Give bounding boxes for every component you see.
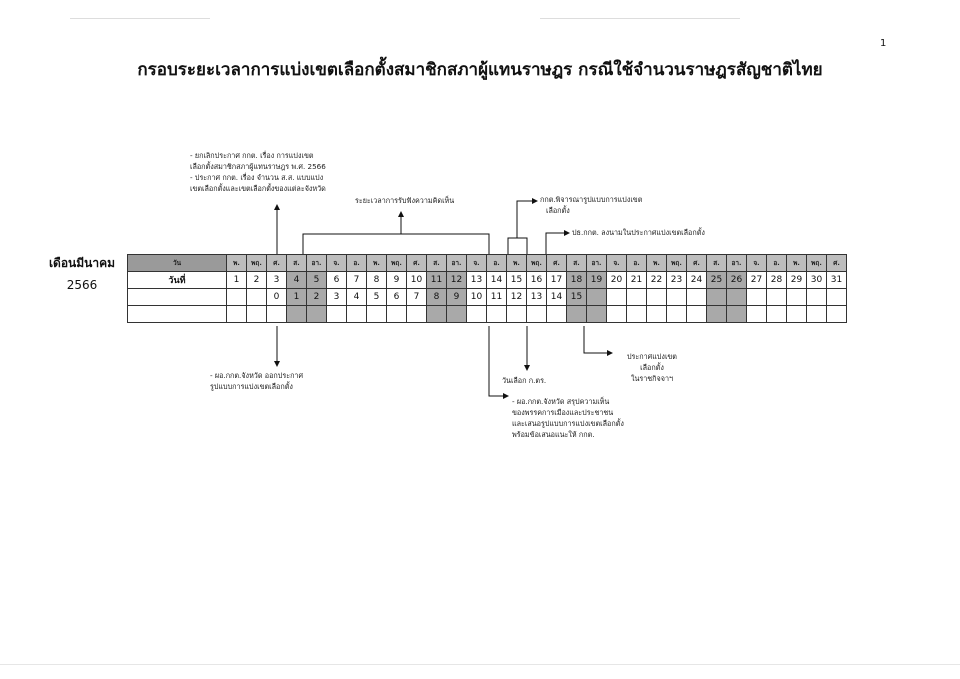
date-cell: 17 xyxy=(547,272,567,289)
count-cell: 10 xyxy=(467,289,487,306)
date-cell: 25 xyxy=(707,272,727,289)
date-cell: 13 xyxy=(467,272,487,289)
date-cell: 19 xyxy=(587,272,607,289)
count-cell: 4 xyxy=(347,289,367,306)
count-cell: 13 xyxy=(527,289,547,306)
note-line: และเสนอรูปแบบการแบ่งเขตเลือกตั้ง xyxy=(512,419,624,428)
date-cell: 22 xyxy=(647,272,667,289)
count-cell: 15 xyxy=(567,289,587,306)
weekday-cell: พฤ. xyxy=(807,255,827,272)
date-cell: 31 xyxy=(827,272,847,289)
date-cell: 26 xyxy=(727,272,747,289)
weekday-cell: อา. xyxy=(587,255,607,272)
connector-listening-bracket xyxy=(303,234,489,254)
note-line: - ประกาศ กกต. เรื่อง จำนวน ส.ส. แบบแบ่ง xyxy=(190,173,324,182)
note-line: เขตเลือกตั้งและเขตเลือกตั้งของแต่ละจังหวัด xyxy=(190,184,326,193)
connector-gazette xyxy=(584,326,612,353)
weekday-cell: ส. xyxy=(707,255,727,272)
weekday-cell: จ. xyxy=(607,255,627,272)
page-number: 1 xyxy=(880,38,887,49)
connector-consider-bracket xyxy=(508,238,527,254)
weekday-row-label: วัน xyxy=(128,255,227,272)
date-cell: 1 xyxy=(227,272,247,289)
note-line: - ผอ.กกต.จังหวัด ออกประกาศ xyxy=(210,371,304,380)
date-cell: 11 xyxy=(427,272,447,289)
note-listening-period: ระยะเวลาการรับฟังความคิดเห็น xyxy=(355,196,455,205)
note-line: ในราชกิจจาฯ xyxy=(630,374,674,383)
date-cell: 9 xyxy=(387,272,407,289)
date-cell: 18 xyxy=(567,272,587,289)
count-cell: 0 xyxy=(267,289,287,306)
note-line: เลือกตั้ง xyxy=(640,363,664,372)
weekday-cell: อา. xyxy=(447,255,467,272)
weekday-cell: พฤ. xyxy=(667,255,687,272)
date-cell: 14 xyxy=(487,272,507,289)
count-cell: 2 xyxy=(307,289,327,306)
weekday-cell: พ. xyxy=(507,255,527,272)
date-row-label: วันที่ xyxy=(128,272,227,289)
month-name: เดือนมีนาคม xyxy=(48,256,116,270)
weekday-cell: ศ. xyxy=(407,255,427,272)
note-line: กกต.พิจารณารูปแบบการแบ่งเขต xyxy=(540,195,643,204)
count-cell: 5 xyxy=(367,289,387,306)
note-line: ของพรรคการเมืองและประชาชน xyxy=(512,408,614,417)
weekday-cell: จ. xyxy=(327,255,347,272)
weekday-cell: ส. xyxy=(287,255,307,272)
count-cell: 7 xyxy=(407,289,427,306)
weekday-cell: อ. xyxy=(767,255,787,272)
count-cell: 3 xyxy=(327,289,347,306)
date-cell: 6 xyxy=(327,272,347,289)
count-cell: 1 xyxy=(287,289,307,306)
weekday-cell: พ. xyxy=(647,255,667,272)
count-cell: 8 xyxy=(427,289,447,306)
date-cell: 23 xyxy=(667,272,687,289)
weekday-cell: พฤ. xyxy=(527,255,547,272)
weekday-cell: พ. xyxy=(367,255,387,272)
date-cell: 20 xyxy=(607,272,627,289)
count-cell: 12 xyxy=(507,289,527,306)
date-cell: 2 xyxy=(247,272,267,289)
note-line: - ยกเลิกประกาศ กกต. เรื่อง การแบ่งเขต xyxy=(190,151,314,160)
weekday-cell: ศ. xyxy=(267,255,287,272)
weekday-cell: พฤ. xyxy=(247,255,267,272)
date-cell: 10 xyxy=(407,272,427,289)
date-cell: 12 xyxy=(447,272,467,289)
weekday-cell: ศ. xyxy=(687,255,707,272)
date-cell: 30 xyxy=(807,272,827,289)
note-police-election-day: วันเลือก ก.ตร. xyxy=(502,376,547,385)
date-cell: 27 xyxy=(747,272,767,289)
date-cell: 8 xyxy=(367,272,387,289)
date-cell: 7 xyxy=(347,272,367,289)
count-cell: 11 xyxy=(487,289,507,306)
count-cell: 14 xyxy=(547,289,567,306)
note-line: รูปแบบการแบ่งเขตเลือกตั้ง xyxy=(210,382,293,391)
weekday-cell: จ. xyxy=(747,255,767,272)
weekday-cell: อ. xyxy=(627,255,647,272)
weekday-cell: อา. xyxy=(307,255,327,272)
date-cell: 24 xyxy=(687,272,707,289)
count-cell: 6 xyxy=(387,289,407,306)
weekday-cell: พ. xyxy=(227,255,247,272)
date-cell: 4 xyxy=(287,272,307,289)
note-line: - ผอ.กกต.จังหวัด สรุปความเห็น xyxy=(512,397,610,406)
note-chairman-sign: ปธ.กกต. ลงนามในประกาศแบ่งเขตเลือกตั้ง xyxy=(572,228,705,237)
document-title: กรอบระยะเวลาการแบ่งเขตเลือกตั้งสมาชิกสภาผู้แทนราษฎร กรณีใช้จำนวนราษฎรสัญชาติไทย xyxy=(137,60,823,80)
date-cell: 29 xyxy=(787,272,807,289)
note-line: ประกาศแบ่งเขต xyxy=(627,352,677,361)
date-cell: 5 xyxy=(307,272,327,289)
connector-consider-arrow xyxy=(517,201,537,238)
date-cell: 28 xyxy=(767,272,787,289)
weekday-cell: ส. xyxy=(427,255,447,272)
weekday-cell: อ. xyxy=(347,255,367,272)
note-line: เลือกตั้ง xyxy=(546,206,570,215)
weekday-cell: จ. xyxy=(467,255,487,272)
weekday-cell: ศ. xyxy=(827,255,847,272)
weekday-cell: พฤ. xyxy=(387,255,407,272)
note-line: พร้อมข้อเสนอแนะให้ กกต. xyxy=(512,430,595,439)
note-line: เลือกตั้งสมาชิกสภาผู้แทนราษฎร พ.ศ. 2566 xyxy=(190,162,326,171)
connector-summary xyxy=(489,326,508,396)
weekday-cell: ส. xyxy=(567,255,587,272)
date-cell: 16 xyxy=(527,272,547,289)
weekday-cell: ศ. xyxy=(547,255,567,272)
date-cell: 21 xyxy=(627,272,647,289)
month-year: 2566 xyxy=(66,278,98,292)
weekday-cell: อ. xyxy=(487,255,507,272)
connector-sign-arrow xyxy=(546,233,569,254)
date-cell: 3 xyxy=(267,272,287,289)
weekday-cell: พ. xyxy=(787,255,807,272)
count-cell: 9 xyxy=(447,289,467,306)
weekday-cell: อา. xyxy=(727,255,747,272)
date-cell: 15 xyxy=(507,272,527,289)
